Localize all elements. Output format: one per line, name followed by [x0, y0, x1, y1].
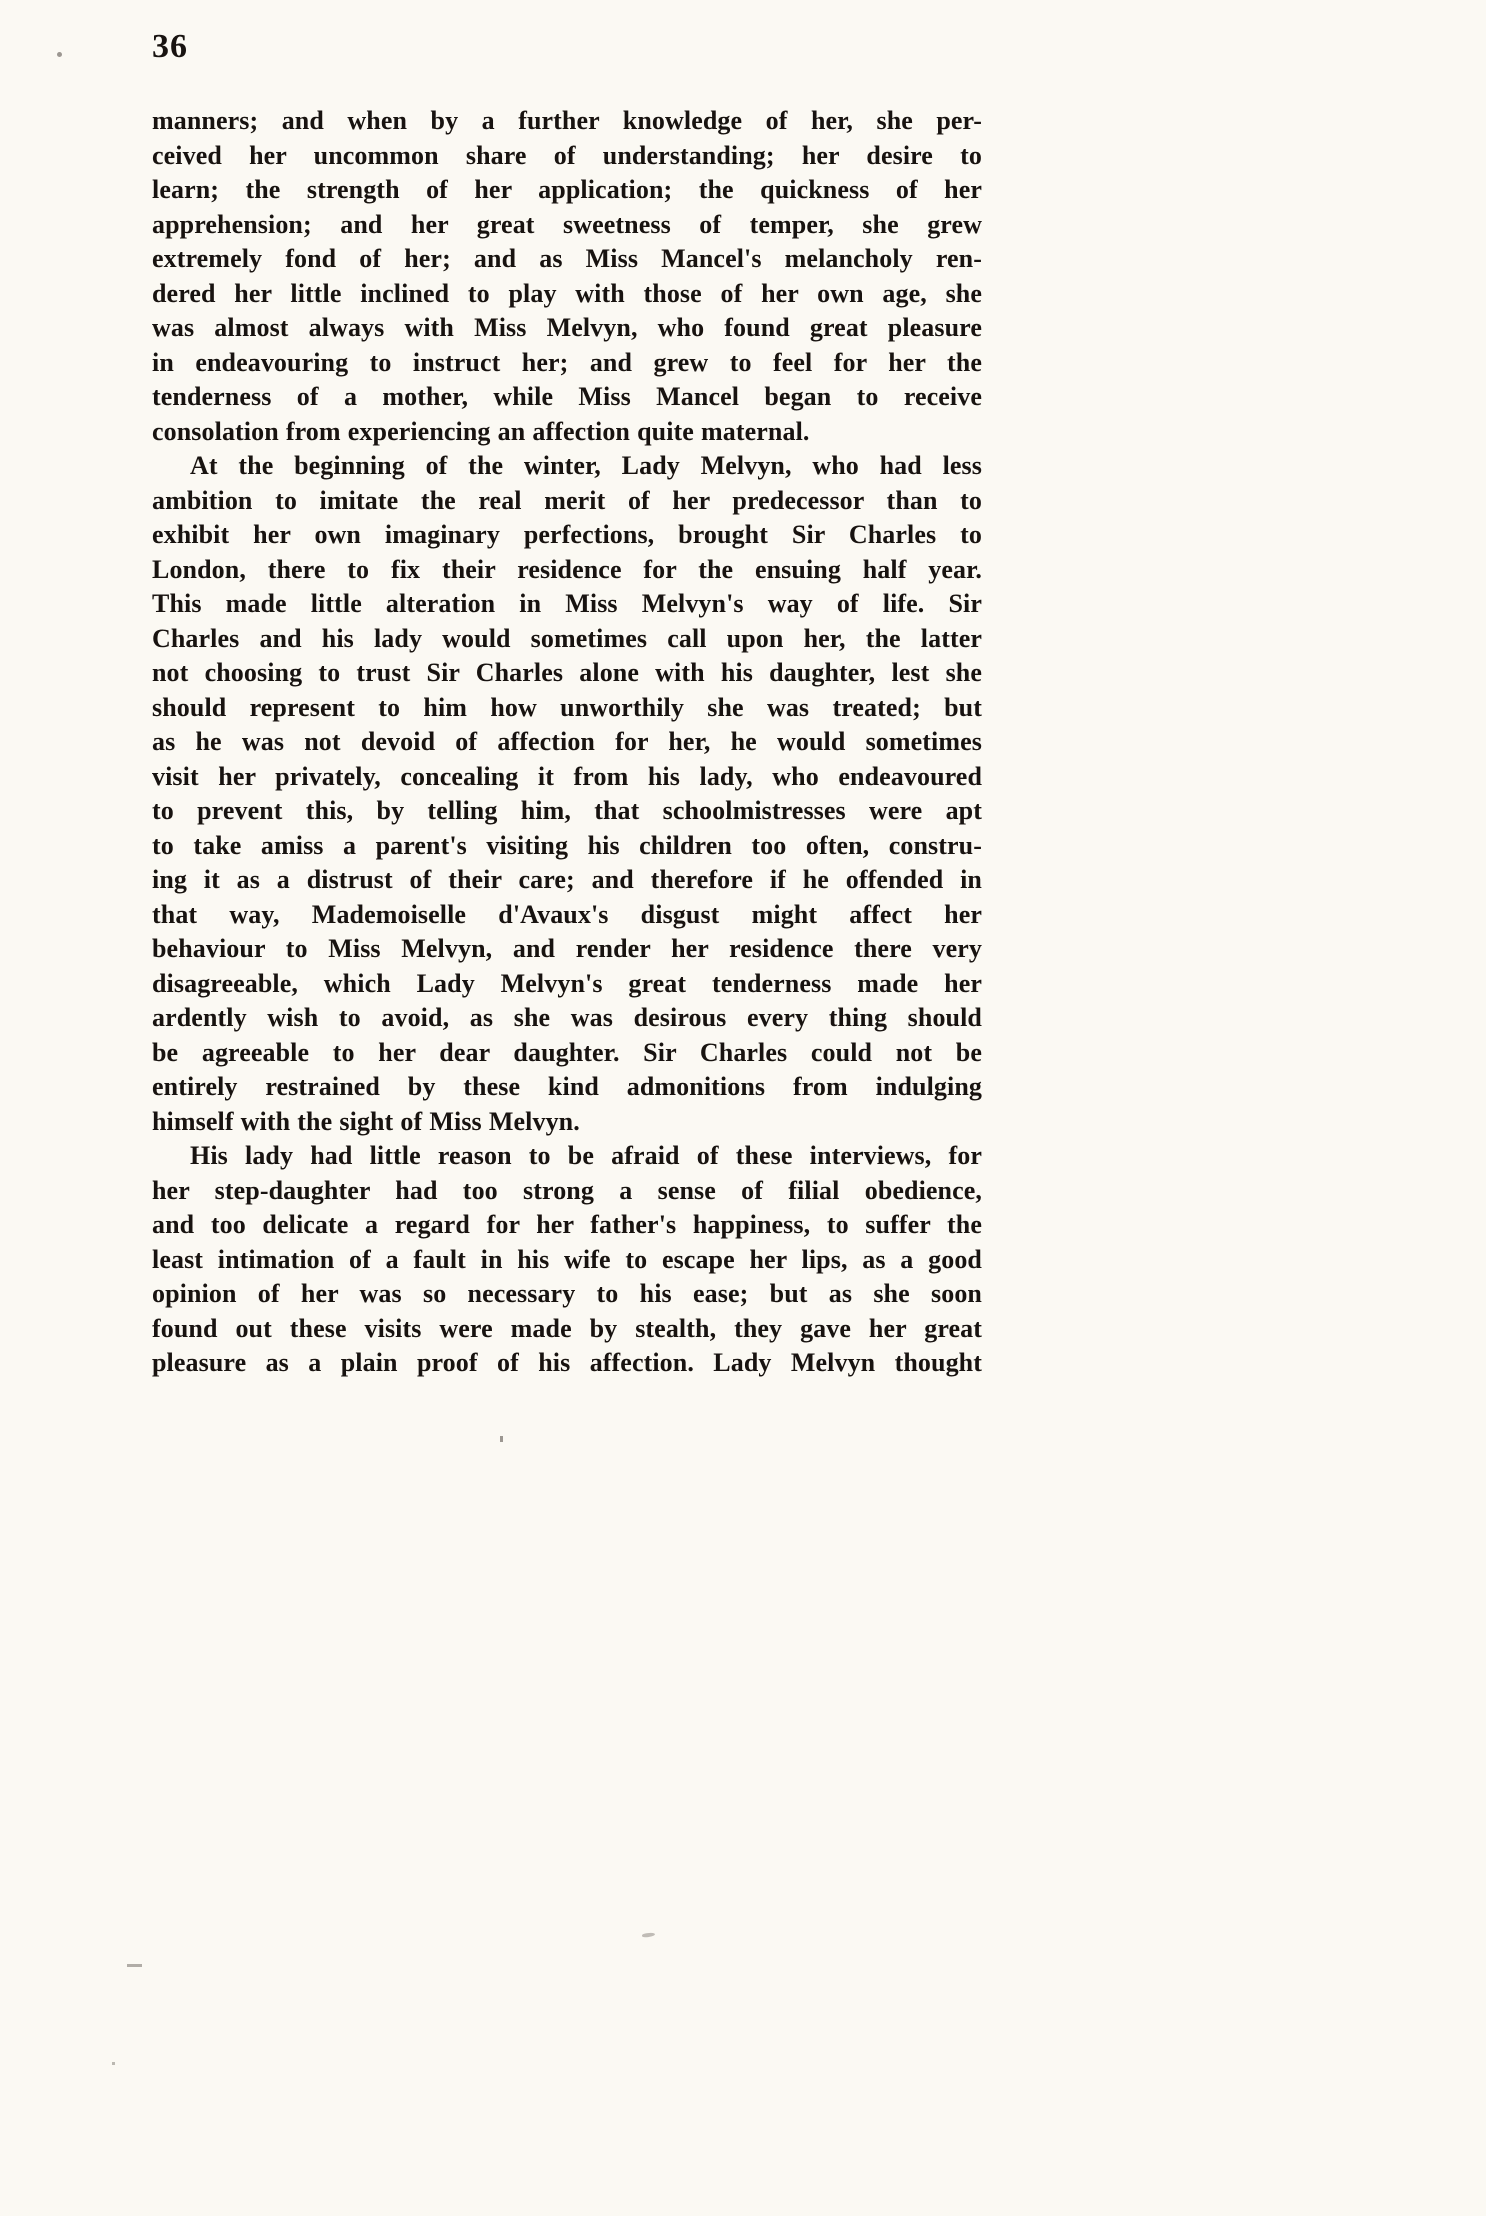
- text-line: visit her privately, concealing it from his lady, who endeavoured: [152, 761, 982, 791]
- text-line: ardently wish to avoid, as she was desirous every thing should: [152, 1003, 982, 1032]
- scan-artifact: [127, 1964, 142, 1967]
- text-block: [152, 104, 982, 1381]
- text-line: This made little alteration in Miss Melvyn's way of life. Sir: [152, 589, 982, 618]
- text-line: to take amiss a parent's visiting his children too often, constru-: [152, 830, 982, 860]
- text-line: least intimation of a fault in his wife to escape her lips, as a good: [152, 1244, 982, 1274]
- scan-artifact: [112, 2062, 115, 2065]
- text-line: London, there to fix their residence for the ensuing half year.: [152, 554, 982, 584]
- text-line: to prevent this, by telling him, that schoolmistresses were apt: [152, 796, 982, 825]
- text-line: that way, Mademoiselle d'Avaux's disgust might affect her: [152, 899, 982, 929]
- scan-artifact: [642, 1932, 655, 1938]
- text-line: apprehension; and her great sweetness of temper, she grew: [152, 209, 982, 239]
- text-line: pleasure as a plain proof of his affection. Lady Melvyn thought: [152, 1348, 982, 1377]
- scan-artifact: [57, 52, 62, 57]
- text-line: not choosing to trust Sir Charles alone with his daughter, lest she: [152, 658, 982, 687]
- scan-artifact: [500, 1436, 503, 1442]
- text-line: ing it as a distrust of their care; and therefore if he offended in: [152, 865, 982, 894]
- text-line: manners; and when by a further knowledge of her, she per-: [152, 106, 982, 135]
- text-line: in endeavouring to instruct her; and grew to feel for her the: [152, 347, 982, 377]
- text-line: dered her little inclined to play with those of her own age, she: [152, 278, 982, 308]
- text-line: ceived her uncommon share of understanding; her desire to: [152, 140, 982, 170]
- paragraph: [152, 449, 982, 1139]
- paragraph: [152, 104, 982, 449]
- text-line: should represent to him how unworthily she was treated; but: [152, 692, 982, 722]
- paragraph: [152, 1139, 982, 1381]
- text-line: her step-daughter had too strong a sense of filial obedience,: [152, 1175, 982, 1205]
- text-line: and too delicate a regard for her father's happiness, to suffer the: [152, 1210, 982, 1239]
- text-line: At the beginning of the winter, Lady Melvyn, who had less: [190, 451, 982, 480]
- text-line: found out these visits were made by stealth, they gave her great: [152, 1313, 982, 1343]
- text-line: tenderness of a mother, while Miss Mancel began to receive: [152, 382, 982, 411]
- text-line: himself with the sight of Miss Melvyn.: [152, 1106, 580, 1136]
- page-number: 36: [152, 28, 188, 65]
- text-line: disagreeable, which Lady Melvyn's great tenderness made her: [152, 968, 982, 998]
- text-line: as he was not devoid of affection for her, he would sometimes: [152, 727, 982, 756]
- text-line: extremely fond of her; and as Miss Mancel's melancholy ren-: [152, 244, 982, 273]
- text-line: Charles and his lady would sometimes call upon her, the latter: [152, 623, 982, 653]
- text-line: entirely restrained by these kind admonitions from indulging: [152, 1072, 982, 1101]
- text-line: His lady had little reason to be afraid of these interviews, for: [190, 1141, 982, 1170]
- text-line: ambition to imitate the real merit of her predecessor than to: [152, 485, 982, 515]
- text-line: opinion of her was so necessary to his ease; but as she soon: [152, 1279, 982, 1308]
- text-line: consolation from experiencing an affection quite maternal.: [152, 416, 810, 446]
- text-line: be agreeable to her dear daughter. Sir Charles could not be: [152, 1037, 982, 1067]
- text-line: learn; the strength of her application; the quickness of her: [152, 175, 982, 204]
- text-line: exhibit her own imaginary perfections, brought Sir Charles to: [152, 520, 982, 549]
- text-line: behaviour to Miss Melvyn, and render her residence there very: [152, 934, 982, 963]
- text-line: was almost always with Miss Melvyn, who found great pleasure: [152, 313, 982, 342]
